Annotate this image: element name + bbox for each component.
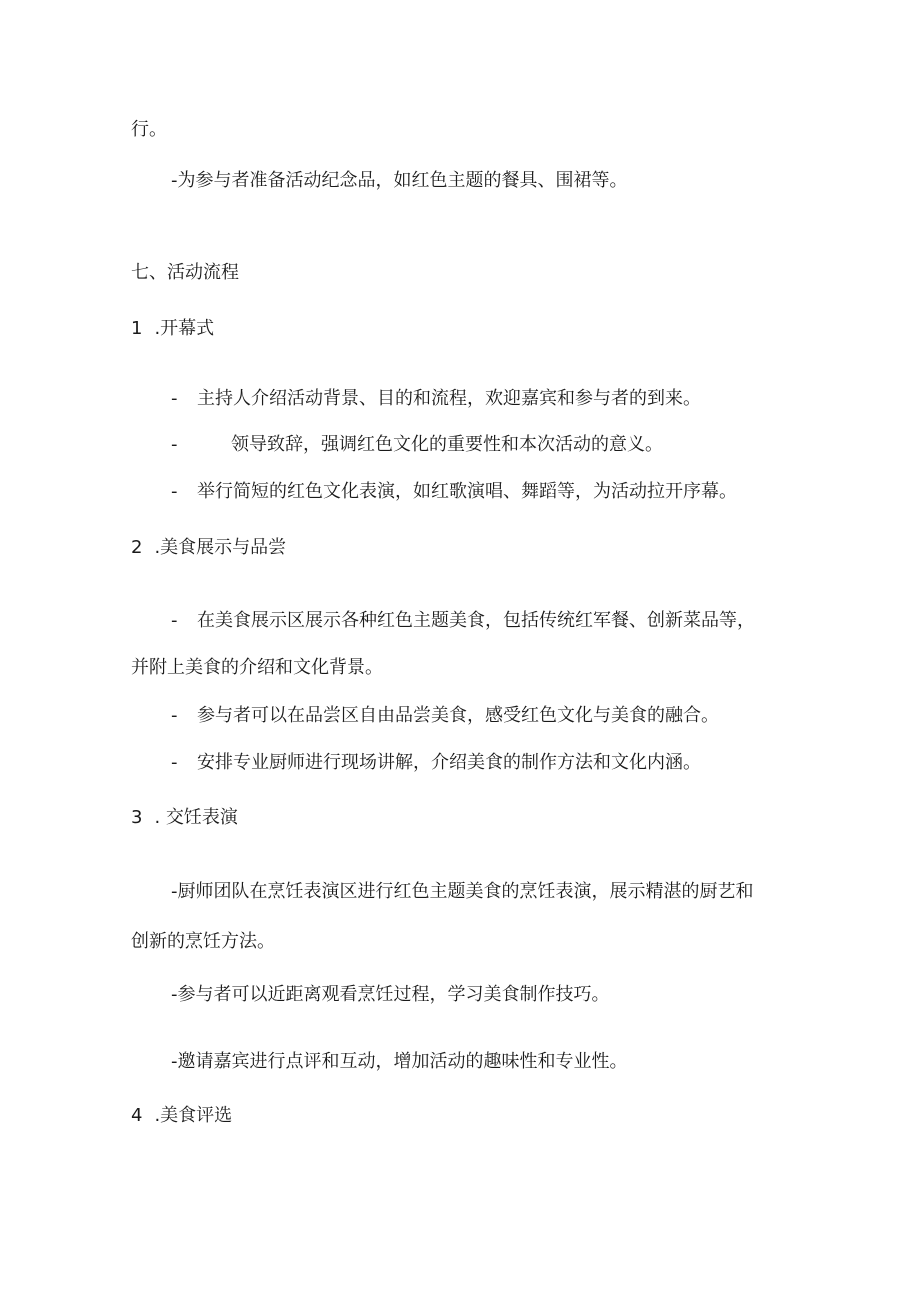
step-title: . 交饪表演 bbox=[154, 807, 238, 828]
list-item: - 参与者可以在品尝区自由品尝美食，感受红色文化与美食的融合。 bbox=[171, 705, 719, 726]
dash-marker: - bbox=[171, 481, 178, 502]
step-3-heading bbox=[131, 807, 238, 829]
list-item: -参与者可以近距离观看烹饪过程，学习美食制作技巧。 bbox=[171, 984, 610, 1005]
souvenir-item: -为参与者准备活动纪念品，如红色主题的餐具、围裙等。 bbox=[171, 170, 628, 191]
list-item-continuation: 创新的烹饪方法。 bbox=[131, 931, 275, 952]
step-number: 3 bbox=[131, 807, 143, 828]
step-4-heading bbox=[131, 1105, 232, 1127]
step-title: .美食评选 bbox=[154, 1105, 233, 1126]
section-heading: 七、活动流程 bbox=[131, 262, 239, 283]
dash-marker: - bbox=[171, 434, 178, 455]
dash-marker: - bbox=[171, 752, 178, 773]
list-item: - 安排专业厨师进行现场讲解，介绍美食的制作方法和文化内涵。 bbox=[171, 752, 701, 773]
step-title: .美食展示与品尝 bbox=[154, 537, 287, 558]
dash-marker: - bbox=[171, 705, 178, 726]
dash-marker: - bbox=[171, 610, 178, 631]
step-1-heading bbox=[131, 318, 214, 340]
list-item: - 领导致辞，强调红色文化的重要性和本次活动的意义。 bbox=[171, 434, 663, 455]
list-item: - 举行简短的红色文化表演，如红歌演唱、舞蹈等，为活动拉开序幕。 bbox=[171, 481, 737, 502]
continuation-text: 行。 bbox=[131, 119, 167, 140]
step-2-heading bbox=[131, 537, 286, 559]
step-number: 1 bbox=[131, 318, 143, 339]
list-item-continuation: 并附上美食的介绍和文化背景。 bbox=[131, 657, 383, 678]
list-item: -邀请嘉宾进行点评和互动，增加活动的趣味性和专业性。 bbox=[171, 1051, 628, 1072]
step-number: 4 bbox=[131, 1105, 143, 1126]
dash-marker: - bbox=[171, 388, 178, 409]
step-title: .开幕式 bbox=[154, 318, 215, 339]
list-item: - 主持人介绍活动背景、目的和流程，欢迎嘉宾和参与者的到来。 bbox=[171, 388, 701, 409]
list-item: - 在美食展示区展示各种红色主题美食，包括传统红军餐、创新菜品等， bbox=[171, 610, 755, 631]
step-number: 2 bbox=[131, 537, 143, 558]
list-item: -厨师团队在烹饪表演区进行红色主题美食的烹饪表演，展示精湛的厨艺和 bbox=[171, 881, 754, 902]
